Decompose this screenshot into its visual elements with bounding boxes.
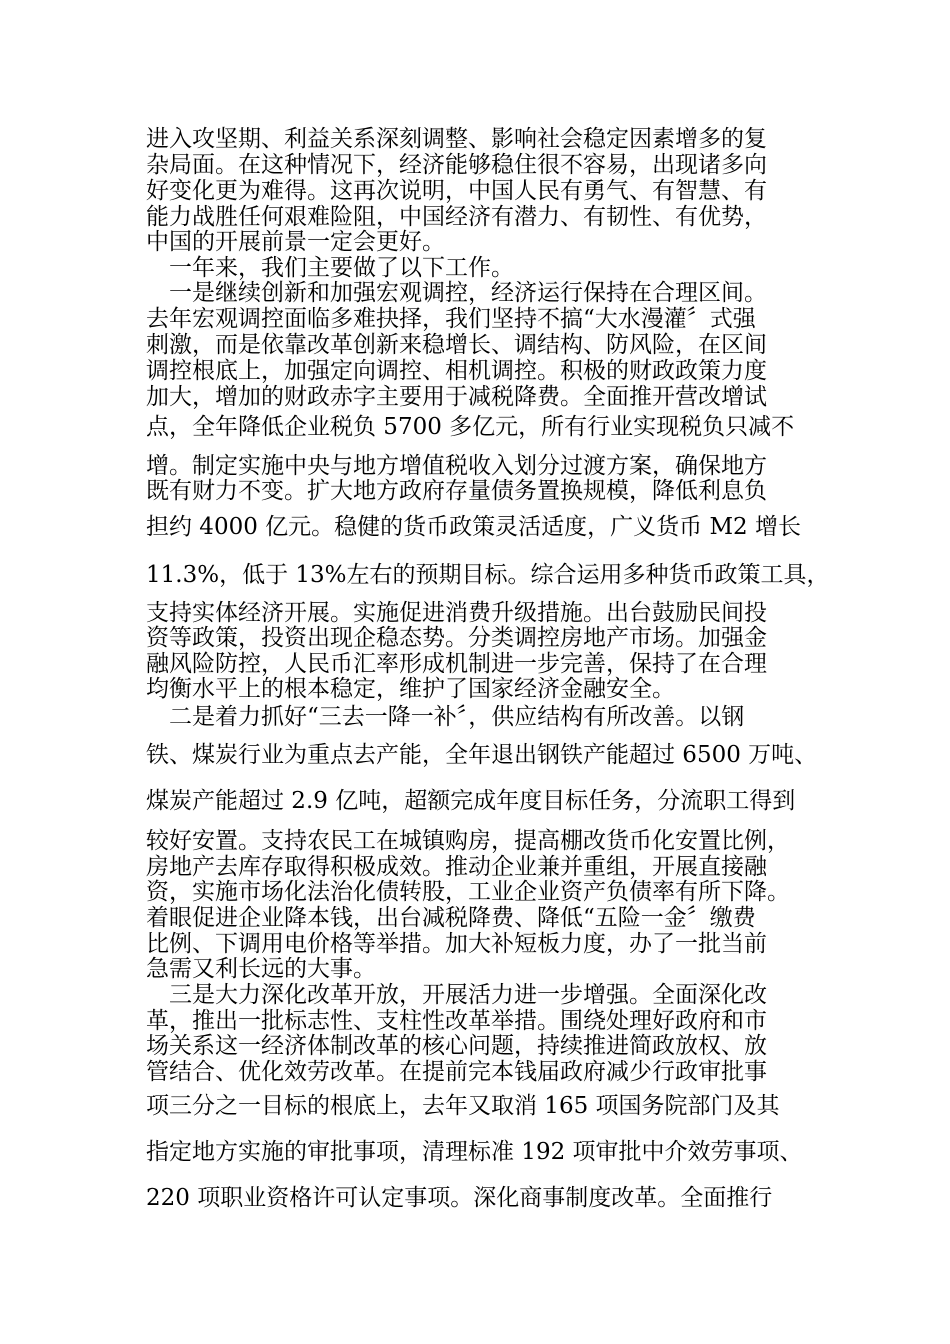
text-line: 二是着力抓好“三去一降一补〞，供应结构有所改善。以钢 — [146, 704, 745, 730]
text-line: 革，推出一批标志性、支柱性改革举措。围绕处理好政府和市 — [146, 1008, 767, 1034]
text-line: 房地产去库存取得积极成效。推动企业兼并重组，开展直接融 — [146, 854, 767, 880]
text-line: 着眼促进企业降本钱，出台减税降费、降低“五险一金〞缴费 — [146, 905, 756, 931]
text-line: 融风险防控，人民币汇率形成机制进一步完善，保持了在合理 — [146, 651, 767, 677]
text-line: 担约 4000 亿元。稳健的货币政策灵活适度，广义货币 M2 增长 — [146, 514, 801, 540]
text-line: 11.3%，低于 13%左右的预期目标。综合运用多种货币政策工具， — [146, 562, 830, 588]
text-line: 一年来，我们主要做了以下工作。 — [146, 255, 514, 281]
text-line: 去年宏观调控面临多难抉择，我们坚持不搞“大水漫灌〞式强 — [146, 306, 756, 332]
text-line: 资，实施市场化法治化债转股，工业企业资产负债率有所下降。 — [146, 879, 790, 905]
text-line: 比例、下调用电价格等举措。加大补短板力度，办了一批当前 — [146, 931, 767, 957]
text-line: 较好安置。支持农民工在城镇购房，提高棚改货币化安置比例， — [146, 828, 790, 854]
text-line: 既有财力不变。扩大地方政府存量债务置换规模，降低利息负 — [146, 478, 767, 504]
text-line: 好变化更为难得。这再次说明，中国人民有勇气、有智慧、有 — [146, 178, 767, 204]
text-line: 指定地方实施的审批事项，清理标准 192 项审批中介效劳事项、 — [146, 1139, 803, 1165]
text-line: 急需又利长远的大事。 — [146, 956, 376, 982]
text-line: 刺激，而是依靠改革创新来稳增长、调结构、防风险，在区间 — [146, 332, 767, 358]
text-line: 中国的开展前景一定会更好。 — [146, 229, 445, 255]
text-line: 220 项职业资格许可认定事项。深化商事制度改革。全面推行 — [146, 1185, 773, 1211]
text-line: 均衡水平上的根本稳定，维护了国家经济金融安全。 — [146, 676, 675, 702]
text-line: 三是大力深化改革开放，开展活力进一步增强。全面深化改 — [146, 982, 767, 1008]
text-line: 点，全年降低企业税负 5700 多亿元，所有行业实现税负只减不 — [146, 414, 795, 440]
text-line: 能力战胜任何艰难险阻，中国经济有潜力、有韧性、有优势， — [146, 204, 767, 230]
text-line: 加大，增加的财政赤字主要用于减税降费。全面推开营改增试 — [146, 384, 767, 410]
text-line: 调控根底上，加强定向调控、相机调控。积极的财政政策力度 — [146, 358, 767, 384]
text-line: 煤炭产能超过 2.9 亿吨，超额完成年度目标任务，分流职工得到 — [146, 788, 796, 814]
text-line: 管结合、优化效劳改革。在提前完本钱届政府减少行政审批事 — [146, 1059, 767, 1085]
text-line: 一是继续创新和加强宏观调控，经济运行保持在合理区间。 — [146, 280, 767, 306]
text-line: 增。制定实施中央与地方增值税收入划分过渡方案，确保地方 — [146, 453, 767, 479]
text-line: 铁、煤炭行业为重点去产能，全年退出钢铁产能超过 6500 万吨、 — [146, 742, 818, 768]
text-line: 资等政策，投资出现企稳态势。分类调控房地产市场。加强金 — [146, 625, 767, 651]
text-line: 场关系这一经济体制改革的核心问题，持续推进简政放权、放 — [146, 1033, 767, 1059]
text-line: 杂局面。在这种情况下，经济能够稳住很不容易，出现诸多向 — [146, 152, 767, 178]
text-line: 进入攻坚期、利益关系深刻调整、影响社会稳定因素增多的复 — [146, 126, 767, 152]
text-line: 项三分之一目标的根底上，去年又取消 165 项国务院部门及其 — [146, 1093, 780, 1119]
text-line: 支持实体经济开展。实施促进消费升级措施。出台鼓励民间投 — [146, 600, 767, 626]
